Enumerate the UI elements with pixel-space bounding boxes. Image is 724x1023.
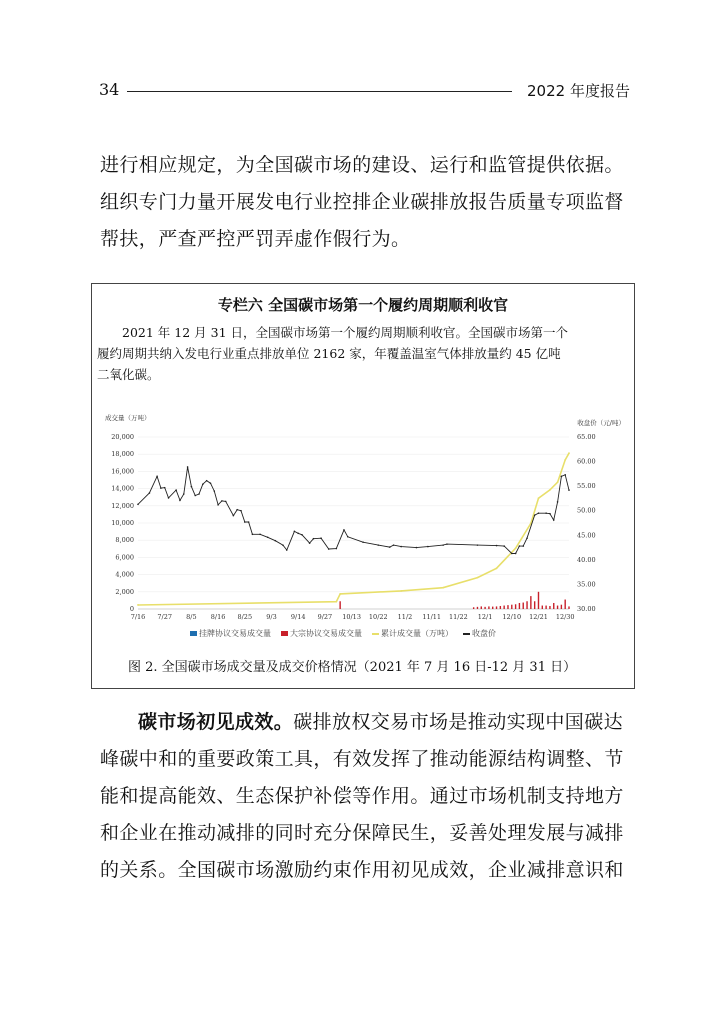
x-tick-label: 10/22 bbox=[368, 613, 388, 621]
price-point bbox=[564, 474, 566, 476]
x-tick-label: 8/25 bbox=[237, 613, 253, 621]
bulk-volume-bar bbox=[496, 606, 497, 609]
price-point bbox=[389, 546, 391, 548]
box-text-line: 2021 年 12 月 31 日，全国碳市场第一个履约周期顺利收官。全国碳市场第一个 bbox=[122, 325, 568, 340]
price-point bbox=[267, 536, 269, 538]
y2-tick-label: 40.00 bbox=[577, 555, 596, 564]
price-point bbox=[400, 546, 402, 548]
bulk-volume-bar bbox=[538, 592, 539, 609]
bulk-volume-bar bbox=[503, 606, 504, 609]
y2-tick-label: 35.00 bbox=[577, 580, 596, 589]
cumulative-point bbox=[564, 459, 566, 461]
text-line: 的关系。全国碳市场激励约束作用初见成效，企业减排意识和 bbox=[100, 859, 624, 881]
legend-item-price bbox=[463, 628, 496, 639]
bulk-volume-bar bbox=[511, 605, 512, 609]
y-tick-label: 0 bbox=[129, 605, 134, 613]
y-tick-label: 12,000 bbox=[111, 501, 134, 510]
price-point bbox=[240, 510, 242, 512]
y-tick-label: 6,000 bbox=[115, 553, 134, 562]
x-tick-label: 8/16 bbox=[210, 613, 226, 621]
cumulative-point bbox=[496, 567, 498, 569]
price-point bbox=[259, 534, 261, 536]
price-point bbox=[557, 501, 559, 503]
legend-item-cumulative bbox=[372, 628, 453, 639]
price-point bbox=[282, 544, 284, 546]
bulk-volume-bar bbox=[515, 604, 516, 609]
y-axis-title: 成交量（万吨） bbox=[105, 414, 151, 422]
price-point bbox=[568, 489, 570, 491]
price-point bbox=[477, 544, 479, 546]
y2-tick-label: 45.00 bbox=[577, 531, 596, 540]
box-title: 专栏六 全国碳市场第一个履约周期顺利收官 bbox=[217, 296, 509, 314]
price-point bbox=[377, 544, 379, 546]
price-point bbox=[179, 500, 181, 502]
y-tick-label: 8,000 bbox=[115, 536, 134, 545]
price-point bbox=[168, 497, 170, 499]
legend-label: 挂牌协议交易成交量 bbox=[199, 629, 271, 638]
y2-tick-label: 50.00 bbox=[577, 506, 596, 515]
cumulative-volume-line bbox=[138, 453, 569, 605]
price-point bbox=[561, 476, 563, 478]
legend-item-listed bbox=[190, 628, 271, 639]
bulk-volume-bar bbox=[477, 607, 478, 609]
y-tick-label: 2,000 bbox=[115, 587, 134, 596]
y-tick-label: 10,000 bbox=[111, 519, 134, 527]
price-point bbox=[160, 487, 162, 489]
price-point bbox=[275, 540, 277, 542]
x-tick-label: 9/3 bbox=[266, 613, 277, 621]
price-point bbox=[343, 529, 345, 531]
y-tick-label: 14,000 bbox=[111, 484, 134, 493]
price-point bbox=[183, 493, 185, 495]
bulk-volume-bar bbox=[484, 607, 485, 609]
figure-caption: 图 2. 全国碳市场成交量及成交价格情况（2021 年 7 月 16 日-12 月 31 日） bbox=[128, 660, 577, 675]
cumulative-point bbox=[515, 547, 517, 549]
price-point bbox=[233, 515, 235, 517]
bulk-volume-bar bbox=[507, 605, 508, 609]
x-tick-label: 7/16 bbox=[130, 613, 146, 621]
cumulative-point bbox=[568, 452, 570, 454]
x-tick-label: 12/30 bbox=[555, 613, 575, 621]
y-tick-label: 20,000 bbox=[111, 433, 134, 441]
x-tick-label: 7/27 bbox=[157, 613, 173, 621]
price-point bbox=[511, 553, 513, 555]
bulk-volume-bar bbox=[561, 605, 562, 609]
price-point bbox=[206, 480, 208, 482]
bulk-volume-bar bbox=[534, 601, 535, 609]
legend-label: 收盘价 bbox=[472, 629, 496, 638]
price-point bbox=[301, 534, 303, 536]
price-point bbox=[534, 514, 536, 516]
cumulative-point bbox=[549, 489, 551, 491]
price-point bbox=[427, 546, 429, 548]
bulk-volume-bar bbox=[557, 606, 558, 609]
x-tick-label: 10/13 bbox=[342, 613, 361, 621]
box-text-line: 二氧化碳。 bbox=[97, 367, 160, 382]
text-line: 进行相应规定，为全国碳市场的建设、运行和监管提供依据。 bbox=[100, 154, 624, 176]
price-point bbox=[442, 544, 444, 546]
page-number: 34 bbox=[99, 80, 120, 99]
legend-item-bulk bbox=[281, 628, 362, 639]
bulk-volume-bar bbox=[523, 603, 524, 609]
y2-tick-label: 65.00 bbox=[577, 433, 596, 441]
text-line: 和企业在推动减排的同时充分保障民生，妥善处理发展与减排 bbox=[100, 822, 624, 844]
bulk-volume-bar bbox=[526, 601, 527, 609]
price-point bbox=[210, 482, 212, 484]
x-tick-label: 12/1 bbox=[477, 613, 493, 621]
price-point bbox=[156, 476, 158, 478]
bulk-volume-bar bbox=[339, 601, 340, 609]
price-point bbox=[328, 548, 330, 550]
price-point bbox=[538, 512, 540, 514]
price-point bbox=[137, 504, 139, 506]
price-point bbox=[221, 500, 223, 502]
price-point bbox=[198, 493, 200, 495]
legend-label: 大宗协议交易成交量 bbox=[290, 629, 362, 638]
cumulative-point bbox=[137, 604, 139, 606]
price-point bbox=[191, 486, 193, 488]
x-tick-label: 12/10 bbox=[502, 613, 522, 621]
bulk-volume-bar bbox=[564, 600, 565, 609]
price-point bbox=[236, 509, 238, 511]
price-point bbox=[549, 513, 551, 515]
price-point bbox=[286, 549, 288, 551]
text-line: 峰碳中和的重要政策工具，有效发挥了推动能源结构调整、节 bbox=[100, 748, 624, 770]
x-tick-label: 8/5 bbox=[186, 613, 197, 621]
bulk-volume-bar bbox=[530, 596, 531, 609]
price-point bbox=[297, 533, 299, 535]
cumulative-point bbox=[339, 593, 341, 595]
report-title: 2022 年度报告 bbox=[527, 82, 630, 100]
price-point bbox=[244, 521, 246, 523]
box-text-line: 履约周期共纳入发电行业重点排放单位 2162 家，年覆盖温室气体排放量约 45 亿吨 bbox=[97, 346, 561, 361]
x-tick-label: 12/21 bbox=[529, 613, 548, 621]
chart-legend bbox=[190, 628, 496, 639]
price-point bbox=[519, 545, 521, 547]
price-point bbox=[217, 504, 219, 506]
price-point bbox=[164, 487, 166, 489]
price-point bbox=[252, 534, 254, 536]
bulk-volume-bar bbox=[488, 606, 489, 609]
price-point bbox=[202, 483, 204, 485]
y-tick-label: 18,000 bbox=[111, 450, 134, 459]
closing-price-line bbox=[138, 467, 569, 554]
cumulative-point bbox=[442, 587, 444, 589]
price-point bbox=[393, 544, 395, 546]
paragraph-lead: 碳市场初见成效。 bbox=[138, 711, 294, 733]
y2-tick-label: 30.00 bbox=[577, 605, 596, 613]
price-point bbox=[194, 495, 196, 497]
price-point bbox=[553, 519, 555, 521]
x-tick-label: 9/14 bbox=[290, 613, 306, 621]
legend-label: 累计成交量（万吨） bbox=[381, 629, 453, 638]
bulk-volume-bar bbox=[549, 606, 550, 609]
cumulative-point bbox=[400, 590, 402, 592]
price-point bbox=[213, 490, 215, 492]
price-point bbox=[225, 501, 227, 503]
y2-tick-label: 55.00 bbox=[577, 482, 596, 491]
text-line: 帮扶，严查严控严罚弄虚作假行为。 bbox=[100, 228, 411, 250]
price-point bbox=[526, 537, 528, 539]
x-tick-label: 9/27 bbox=[317, 613, 333, 621]
bulk-volume-bar bbox=[492, 607, 493, 609]
price-point bbox=[503, 545, 505, 547]
y2-tick-label: 60.00 bbox=[577, 457, 596, 466]
bulk-volume-bar bbox=[553, 603, 554, 609]
price-point bbox=[309, 542, 311, 544]
price-point bbox=[416, 547, 418, 549]
price-point bbox=[149, 492, 151, 494]
x-tick-label: 11/11 bbox=[422, 613, 442, 621]
price-point bbox=[248, 521, 250, 523]
price-point bbox=[187, 466, 189, 468]
cumulative-point bbox=[557, 481, 559, 483]
bulk-volume-bar bbox=[568, 606, 569, 609]
bulk-volume-bar bbox=[542, 606, 543, 609]
price-point bbox=[446, 543, 448, 545]
text-line: 组织专门力量开展发电行业控排企业碳排放报告质量专项监督 bbox=[100, 191, 624, 213]
x-tick-label: 11/2 bbox=[397, 613, 413, 621]
cumulative-point bbox=[335, 601, 337, 603]
bulk-volume-bar bbox=[473, 607, 474, 609]
price-point bbox=[294, 531, 296, 533]
price-point bbox=[336, 548, 338, 550]
bulk-volume-bar bbox=[519, 603, 520, 609]
paragraph-text: 碳排放权交易市场是推动实现中国碳达 bbox=[293, 711, 624, 733]
price-point bbox=[522, 545, 524, 547]
bulk-volume-bar bbox=[481, 606, 482, 609]
bulk-volume-bar bbox=[545, 606, 546, 609]
carbon-market-chart bbox=[95, 405, 635, 630]
text-line: 能和提高能效、生态保护补偿等作用。通过市场机制支持地方 bbox=[100, 785, 624, 807]
price-point bbox=[515, 553, 517, 555]
cumulative-point bbox=[477, 577, 479, 579]
y-tick-label: 4,000 bbox=[115, 570, 134, 579]
x-tick-label: 11/22 bbox=[449, 613, 468, 621]
header-rule bbox=[127, 91, 512, 92]
text-line bbox=[138, 707, 623, 734]
price-point bbox=[545, 512, 547, 514]
price-point bbox=[362, 541, 364, 543]
y2-axis-title: 收盘价（元/吨） bbox=[577, 419, 625, 427]
y-tick-label: 16,000 bbox=[111, 467, 134, 476]
price-point bbox=[175, 489, 177, 491]
bulk-volume-bar bbox=[500, 606, 501, 609]
price-point bbox=[313, 538, 315, 540]
price-point bbox=[496, 545, 498, 547]
cumulative-point bbox=[538, 497, 540, 499]
price-point bbox=[347, 536, 349, 538]
price-point bbox=[320, 537, 322, 539]
